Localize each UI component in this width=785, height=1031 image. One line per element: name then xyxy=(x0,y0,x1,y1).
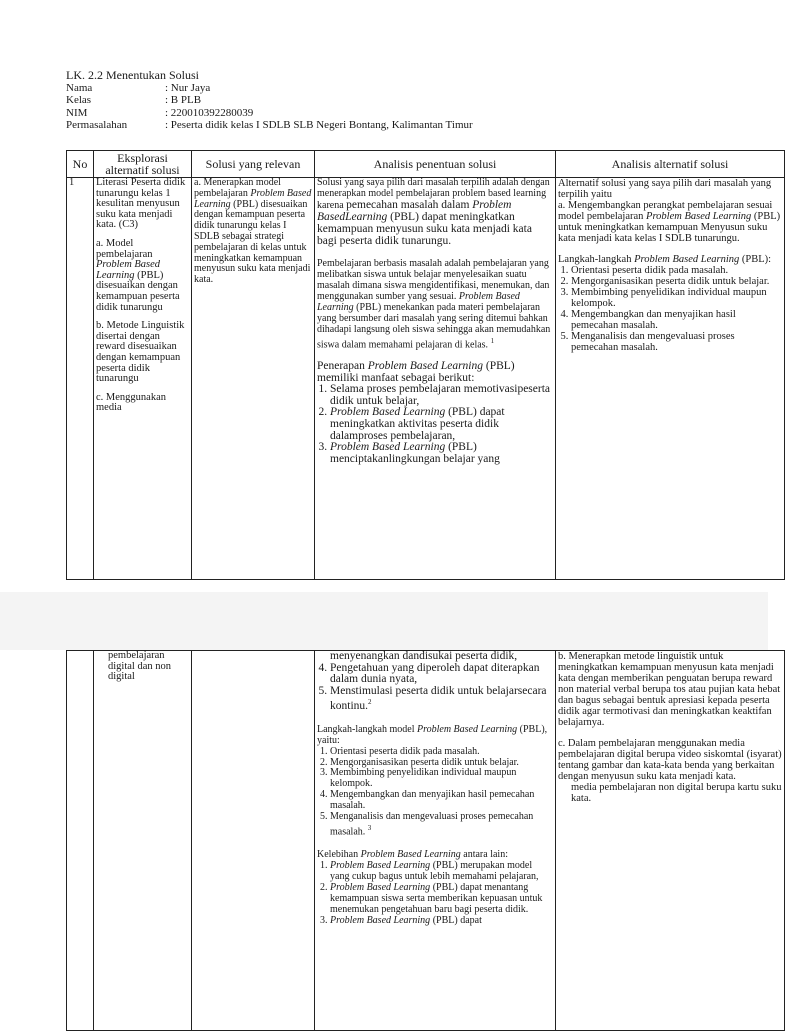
eksplorasi-cell-cont xyxy=(94,651,192,1031)
solution-table-page2 xyxy=(66,650,785,1031)
alternatif-item-a: a. Mengembangkan perangkat pembelajaran sesuai model pembelajaran Problem Based Learning (PBL) untuk meningkatkan kemampuan Menyusun suku kata menjadi kata kelas I SDLB tunarungu. xyxy=(558,200,781,244)
eksplorasi-intro: Literasi Peserta didik tunarungu kelas 1 kesulitan menyusun suku kata menjadi kata. (C3) xyxy=(96,177,186,231)
field-permasalahan: Permasalahan : Peserta didik kelas I SDLB SLB Negeri Bontang, Kalimantan Timur xyxy=(66,118,473,131)
alternatif-item-c: c. Dalam pembelajaran menggunakan media pembelajaran digital berupa video siskomtal (isyarat) tentang gambar dan kata-kata benda yang berkaitan dengan menyusun suku kata menjadi kata. xyxy=(558,738,782,782)
list-item: 1. Problem Based Learning (PBL) merupakan model yang cukup bagus untuk lebih memahami pelajaran, xyxy=(330,861,553,883)
manfaat-list-cont xyxy=(317,663,553,713)
manfaat-list xyxy=(317,384,553,465)
alternatif-intro: Alternatif solusi yang saya pilih dari masalah yang terpilih yaitu xyxy=(558,178,772,200)
kelebihan-heading: Kelebihan Problem Based Learning antara lain: xyxy=(317,849,508,861)
col-header-analisis-alternatif: Analisis alternatif solusi xyxy=(556,151,785,178)
list-item: 5. Menganalisis dan mengevaluasi proses pemecahan masalah. xyxy=(571,331,782,353)
list-item: 3. Problem Based Learning (PBL) dapat xyxy=(330,916,553,927)
list-item: 2. Mengorganisasikan peserta didik untuk belajar. xyxy=(571,276,782,287)
list-item: 1. Orientasi peserta didik pada masalah. xyxy=(330,747,553,758)
table-row xyxy=(67,651,785,1031)
page-break xyxy=(0,592,768,650)
eksplorasi-item-a: a. Model pembelajaran Problem Based Learning (PBL) disesuaikan dengan kemampuan peserta didik tunarungu xyxy=(96,237,180,313)
list-item: 3. Membimbing penyelidikan individual maupun kelompok. xyxy=(330,768,553,790)
analisis-alternatif-cell-cont xyxy=(556,651,785,1031)
col-header-solusi: Solusi yang relevan xyxy=(192,151,315,178)
manfaat-continued: menyenangkan dandisukai peserta didik, xyxy=(330,650,518,662)
row-number-empty xyxy=(67,651,94,1031)
field-nama: Nama : Nur Jaya xyxy=(66,82,211,95)
langkah-model-heading: Langkah-langkah model Problem Based Learning (PBL), yaitu: xyxy=(317,723,548,746)
analisis-penentuan-cell xyxy=(315,178,556,580)
eksplorasi-continued: pembelajaran digital dan non digital xyxy=(108,650,171,683)
document-header xyxy=(66,69,473,131)
alternatif-item-b: b. Menerapkan metode linguistik untuk meningkatkan kemampuan menyusun kata menjadi kata dengan memberikan penguatan berupa reward non material verbal berupa tos atau pujian kata hebat dan bagus sebagai bentuk apresiasi kepada peserta didik agar termotivasi dan meningkatkan keaktifan belajarnya. xyxy=(558,651,781,728)
list-item: 2. Problem Based Learning (PBL) dapat meningkatkan aktivitas peserta didik dalamproses pembelajaran, xyxy=(330,407,553,442)
list-item: 2. Problem Based Learning (PBL) dapat menantang kemampuan siswa serta memberikan kepuasan untuk menemukan pengetahuan baru bagi peserta didik. xyxy=(330,883,553,916)
solusi-item-a: a. Menerapkan model pembelajaran Problem Based Learning (PBL) disesuaikan dengan kemampuan peserta didik tunarungu kelas I SDLB sebagai strategi pembelajaran di kelas untuk meningkatkan kemampuan menyusun suku kata menjadi kata. xyxy=(194,177,312,286)
analisis-paragraph-2: Pembelajaran berbasis masalah adalah pembelajaran yang melibatkan siswa untuk belajar menyelesaikan suatu masalah dimana siswa mengidentifikasi, menemukan, dan menggunakan sumber yang sesuai. Problem Based Learning (PBL) menekankan pada materi pembelajaran yang bersumber dari masalah yang sering ditemui bahkan dihadapi langsung oleh siswa sehingga akan memudahkan siswa dalam memahami pelajaran di kelas. $^1$ xyxy=(317,258,551,351)
col-header-eksplorasi: Eksplorasi alternatif solusi xyxy=(94,151,192,178)
alternatif-item-c-media: media pembelajaran non digital berupa kartu suku kata. xyxy=(571,782,782,804)
list-item: 3. Membimbing penyelidikan individual maupun kelompok. xyxy=(571,287,782,309)
row-number: 1 xyxy=(67,178,94,580)
list-item: 4. Mengembangkan dan menyajikan hasil pemecahan masalah. xyxy=(330,790,553,812)
list-item: 5. Menganalisis dan mengevaluasi proses pemecahan masalah. $^3$ xyxy=(330,812,553,838)
list-item: 4. Mengembangkan dan menyajikan hasil pemecahan masalah. xyxy=(571,309,782,331)
list-item: 3. Problem Based Learning (PBL) menciptakanlingkungan belajar yang xyxy=(330,442,553,465)
list-item: 5. Menstimulasi peserta didik untuk belajarsecara kontinu.$^2$ xyxy=(330,686,553,713)
langkah-list xyxy=(558,265,782,353)
solution-table-page1 xyxy=(66,150,785,580)
solusi-cell-cont xyxy=(192,651,315,1031)
langkah-model-list xyxy=(317,747,553,839)
eksplorasi-item-b: b. Metode Linguistik disertai dengan reward disesuaikan dengan kemampuan peserta didik tunarungu xyxy=(96,320,185,385)
eksplorasi-cell xyxy=(94,178,192,580)
list-item: 2. Mengorganisasikan peserta didik untuk belajar. xyxy=(330,758,553,769)
analisis-penentuan-cell-cont xyxy=(315,651,556,1031)
field-kelas: Kelas : B PLB xyxy=(66,94,202,107)
list-item: 1. Orientasi peserta didik pada masalah. xyxy=(571,265,782,276)
analisis-alternatif-cell xyxy=(556,178,785,580)
field-nim: NIM : 220010392280039 xyxy=(66,106,254,119)
list-item: 4. Pengetahuan yang diperoleh dapat diterapkan dalam dunia nyata, xyxy=(330,663,553,686)
list-item: 1. Selama proses pembelajaran memotivasipeserta didik untuk belajar, xyxy=(330,384,553,407)
solusi-cell xyxy=(192,178,315,580)
analisis-paragraph-3: Penerapan Problem Based Learning (PBL) memiliki manfaat sebagai berikut: xyxy=(317,360,515,384)
col-header-no: No xyxy=(67,151,94,178)
analisis-paragraph-1: Solusi yang saya pilih dari masalah terpilih adalah dengan menerapkan model pembelajaran problem based learning karena pemecahan masalah dalam Problem BasedLearning (PBL) dapat meningkatkan kemampuan menyusun suku kata menjadi kata bagi peserta didik tunarungu. xyxy=(317,177,550,247)
col-header-analisis-penentuan: Analisis penentuan solusi xyxy=(315,151,556,178)
worksheet-title: LK. 2.2 Menentukan Solusi xyxy=(66,68,199,82)
langkah-heading: Langkah-langkah Problem Based Learning (PBL): xyxy=(558,254,772,265)
kelebihan-list xyxy=(317,861,553,926)
eksplorasi-item-c: c. Menggunakan media xyxy=(96,391,166,414)
table-row xyxy=(67,178,785,580)
table-header-row xyxy=(67,151,785,178)
